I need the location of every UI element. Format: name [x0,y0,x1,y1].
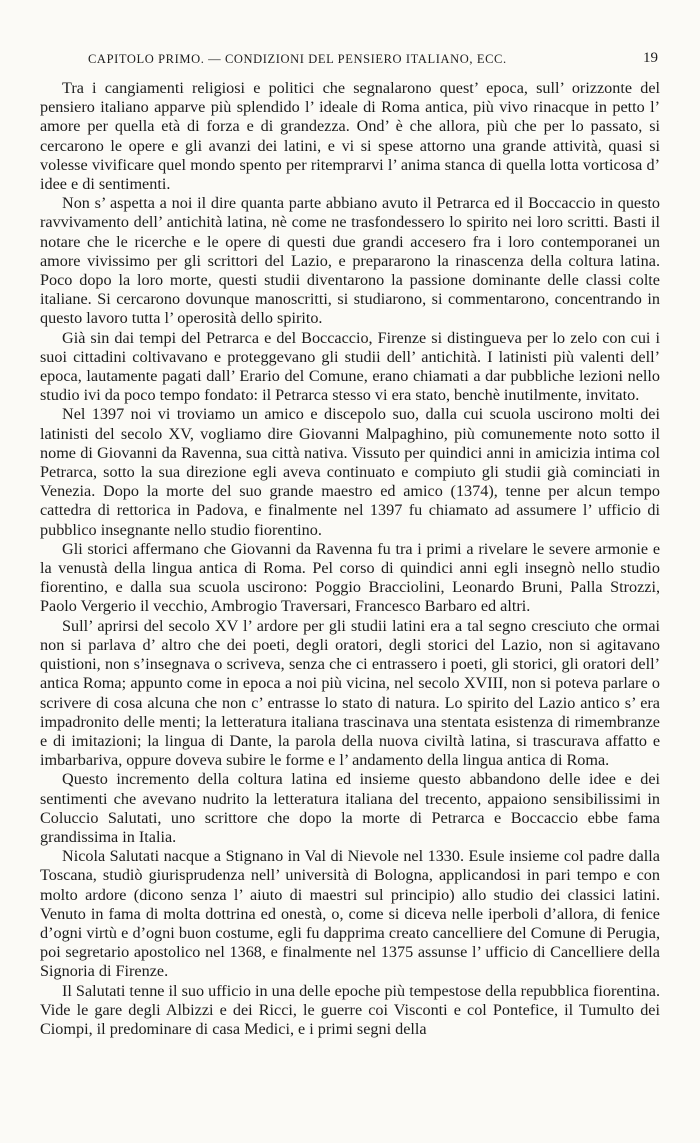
paragraph: Tra i cangiamenti religiosi e politici che segnalarono quest’ epoca, sull’ orizzonte del pensiero italiano apparve più splendido l’ ideale di Roma antica, più vivo rinacque in petto l’ amore per quella età di forza e di grandezza. Ond’ è che allora, più che per lo passato, si cercarono le opere e gli avanzi dei latini, e vi si spese attorno una grande attività, quasi si volesse vivificare quel mondo spento per ritemprarvi l’ anima stanca di quella lotta vorticosa d’ idee e di sentimenti. [40,79,660,194]
paragraph: Sull’ aprirsi del secolo XV l’ ardore per gli studii latini era a tal segno cresciuto che ormai non si parlava d’ altro che dei poeti, degli oratori, degli storici del Lazio, non si agitavano quistioni, non s’insegnava o scriveva, senza che ci entrassero i poeti, gli storici, gli oratori dell’ antica Roma; appunto come in epoca a noi più vicina, nel secolo XVIII, non si poteva parlare o scrivere di cosa alcuna che non c’ entrasse lo stato di natura. Lo spirito del Lazio antico s’ era impadronito delle menti; la letteratura italiana trascinava una stentata esistenza di rimembranze e di imitazioni; la lingua di Dante, la parola della nuova civiltà latina, si trascurava affatto e imbarbariva, oppure doveva subire le forme e l’ andamento della lingua antica di Roma. [40,616,660,770]
paragraph: Questo incremento della coltura latina ed insieme questo abbandono delle idee e dei sentimenti che avevano nudrito la letteratura italiana del trecento, appaiono sensibilissimi in Coluccio Salutati, uno scrittore che dopo la morte di Petrarca e Boccaccio ebbe fama grandissima in Italia. [40,770,660,846]
running-header [88,52,658,70]
paragraph: Nicola Salutati nacque a Stignano in Val di Nievole nel 1330. Esule insieme col padre dalla Toscana, studiò giurisprudenza nell’ università di Bologna, applicandosi in pari tempo e con molto ardore (dicono senza l’ aiuto di maestri sul principio) allo studio dei classici latini. Venuto in fama di molta dottrina ed onestà, o, come si diceva nelle iperboli d’allora, di fenice d’ogni virtù e d’ogni buon costume, egli fu dapprima creato cancelliere del Comune di Perugia, poi segretario apostolico nel 1368, e finalmente nel 1375 assunse l’ ufficio di Cancelliere della Signoria di Firenze. [40,847,660,981]
body-text [40,79,660,1039]
paragraph: Non s’ aspetta a noi il dire quanta parte abbiano avuto il Petrarca ed il Boccaccio in questo ravvivamento dell’ antichità latina, nè come ne trasfondessero lo spirito nei loro scritti. Basti il notare che le ricerche e le opere di questi due grandi accesero fra i loro contemporanei un amore vivissimo per gli scrittori del Lazio, e prepararono la rinascenza della coltura latina. Poco dopo la loro morte, questi studii diventarono la passione dominante delle classi colte italiane. Si cercarono dovunque manoscritti, si studiarono, si commentarono, concentrando in questo lavoro tutta l’ operosità dello spirito. [40,194,660,328]
paragraph: Già sin dai tempi del Petrarca e del Boccaccio, Firenze si distingueva per lo zelo con cui i suoi cittadini coltivavano e proteggevano gli studii dell’ antichità. I latinisti più valenti dell’ epoca, lautamente pagati dall’ Erario del Comune, erano chiamati a dar pubbliche lezioni nello studio ivi da poco tempo fondato: il Petrarca stesso vi era stato, benchè inutilmente, invitato. [40,328,660,405]
running-title: CAPITOLO PRIMO. — CONDIZIONI DEL PENSIERO ITALIANO, ECC. [88,52,507,66]
paragraph: Il Salutati tenne il suo ufficio in una delle epoche più tempestose della repubblica fiorentina. Vide le gare degli Albizzi e dei Ricci, le guerre coi Visconti e col Pontefice, il Tumulto dei Ciompi, il predominare di casa Medici, e i primi segni della [40,981,661,1038]
paragraph: Nel 1397 noi vi troviamo un amico e discepolo suo, dalla cui scuola uscirono molti dei latinisti del secolo XV, vogliamo dire Giovanni Malpaghino, più comunemente noto sotto il nome di Giovanni da Ravenna, sua città nativa. Vissuto per quindici anni in amicizia intima col Petrarca, sotto la sua direzione egli aveva continuato e compiuto gli studii già cominciati in Venezia. Dopo la morte del suo grande maestro ed amico (1374), tenne per alcun tempo cattedra di rettorica in Padova, e finalmente nel 1397 fu chiamato ad assumere l’ ufficio di pubblico insegnante nello studio fiorentino. [40,405,660,539]
paragraph: Gli storici affermano che Giovanni da Ravenna fu tra i primi a rivelare le severe armonie e la venustà della lingua antica di Roma. Pel corso di quindici anni egli insegnò nello studio fiorentino, e dalla sua scuola uscirono: Poggio Bracciolini, Leonardo Bruni, Palla Strozzi, Paolo Vergerio il vecchio, Ambrogio Traversari, Francesco Barbaro ed altri. [40,539,660,616]
page-number: 19 [643,50,658,66]
